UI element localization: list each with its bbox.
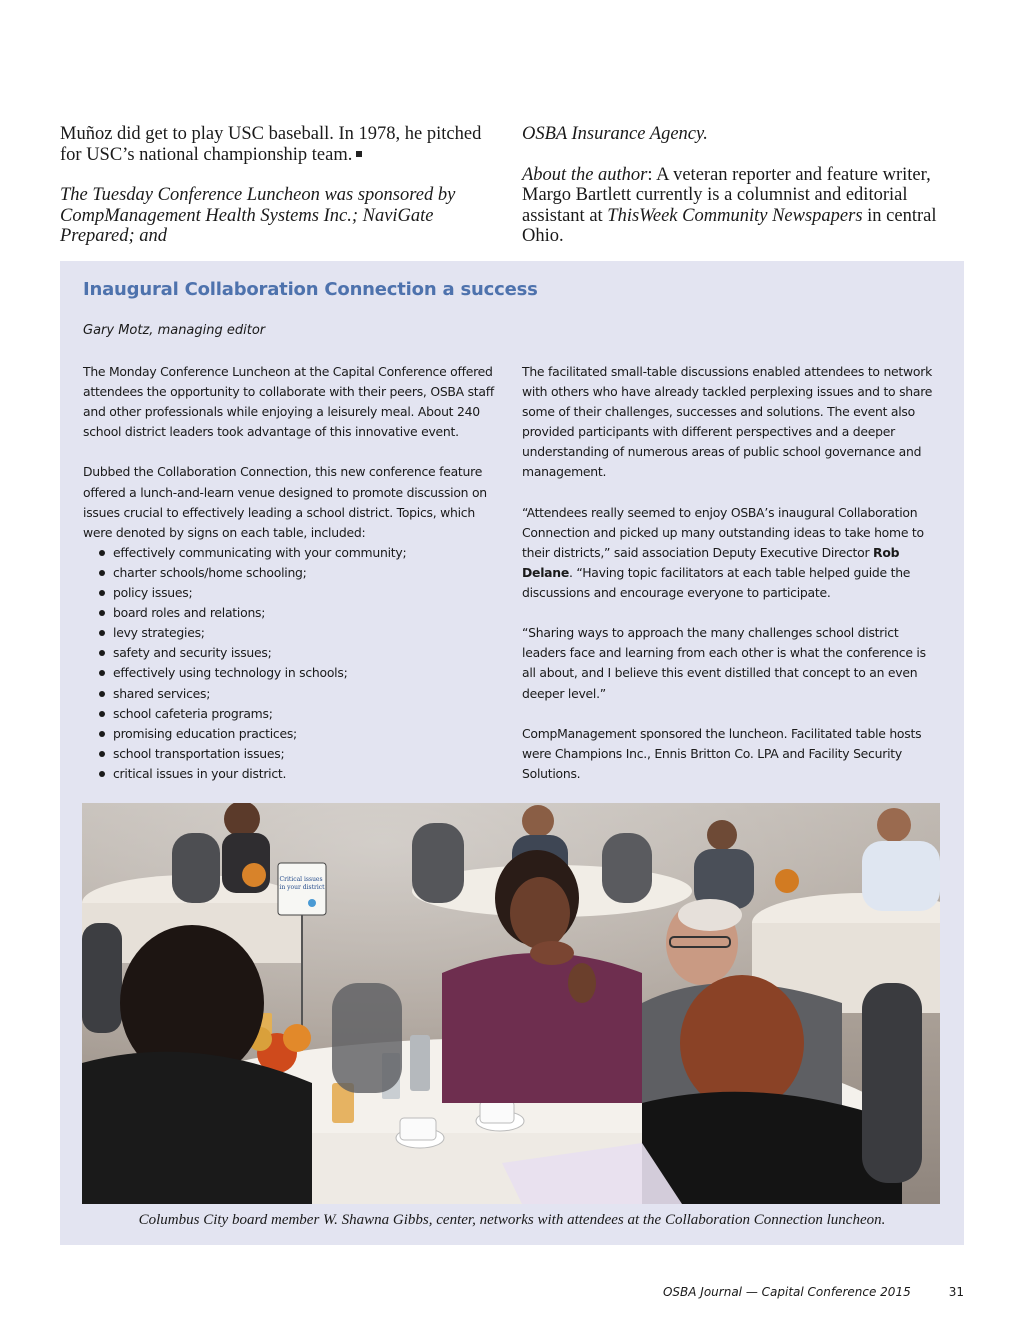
article-continuation-right (522, 124, 962, 267)
list-item: effectively communicating with your community; (99, 543, 503, 563)
page-footer (560, 1285, 964, 1299)
sponsor-note: The Tuesday Conference Luncheon was sponsored by CompManagement Health Systems Inc.; NaviGate Prepared; and (60, 185, 456, 246)
page-number: 31 (948, 1285, 964, 1299)
sidebar-left-column (83, 362, 503, 784)
sidebar-paragraph: The Monday Conference Luncheon at the Capital Conference offered attendees the opportunity to collaborate with their peers, OSBA staff and other professionals while enjoying a leisurely meal. About 240 school district leaders took advantage of this innovative event. (83, 364, 494, 440)
byline: Gary Motz, managing editor (83, 323, 266, 338)
luncheon-photo-illustration (82, 803, 940, 1204)
luncheon-photo (82, 803, 940, 1204)
end-of-story-icon (356, 151, 362, 157)
sidebar-quote: “Sharing ways to approach the many challenges school district leaders face and learning from each other is what the conference is all about, and I believe this event distilled that concept to an even deeper level.” (522, 625, 926, 701)
author-label: About the author (522, 164, 648, 185)
list-item: school transportation issues; (99, 744, 503, 764)
publication-footer: OSBA Journal — Capital Conference 2015 (662, 1285, 911, 1299)
sponsor-note-end: OSBA Insurance Agency. (522, 124, 708, 144)
sidebar-box (60, 261, 964, 1245)
sidebar-paragraph: CompManagement sponsored the luncheon. Facilitated table hosts were Champions Inc., Ennis Britton Co. LPA and Facility Security Solutions. (522, 725, 922, 781)
publication-name: ThisWeek Community Newspapers (607, 205, 863, 226)
topics-list (83, 543, 503, 784)
article-paragraph: Muñoz did get to play USC baseball. In 1978, he pitched for USC’s national championship team. (60, 124, 482, 165)
list-item: safety and security issues; (99, 643, 503, 663)
sidebar-title: Inaugural Collaboration Connection a success (83, 279, 538, 300)
person-name: Rob Delane (522, 544, 900, 580)
sidebar-right-column (522, 362, 942, 804)
list-item: critical issues in your district. (99, 764, 503, 784)
list-item: promising education practices; (99, 724, 503, 744)
about-the-author: About the author: A veteran reporter and feature writer, Margo Bartlett currently is a columnist and editorial assistant at ThisWeek Community Newspapers in central Ohio. (522, 164, 937, 246)
sidebar-paragraph: The facilitated small-table discussions enabled attendees to network with others who have already tackled perplexing issues and to share some of their challenges, successes and solutions. The event also provided participants with different perspectives and a deeper understanding of numerous areas of public school governance and management. (522, 364, 933, 480)
list-item: shared services; (99, 684, 503, 704)
sidebar-quote: “Attendees really seemed to enjoy OSBA’s inaugural Collaboration Connection and picked up many outstanding ideas to take home to their districts,” said association Deputy Executive Director Rob Delane. “Having topic facilitators at each table helped guide the discussions and encourage everyone to participate. (522, 504, 924, 601)
list-item: school cafeteria programs; (99, 704, 503, 724)
list-item: policy issues; (99, 583, 503, 603)
article-continuation-left (60, 124, 500, 267)
list-item: levy strategies; (99, 623, 503, 643)
list-item: board roles and relations; (99, 603, 503, 623)
list-item: charter schools/home schooling; (99, 563, 503, 583)
sidebar-paragraph: Dubbed the Collaboration Connection, this new conference feature offered a lunch-and-learn venue designed to promote discussion on issues crucial to effectively leading a school district. Topics, which were denoted by signs on each table, included: (83, 464, 487, 540)
table-sign-text: Critical issues in your district (279, 876, 325, 891)
photo-caption: Columbus City board member W. Shawna Gibbs, center, networks with attendees at the Collaboration Connection luncheon. (138, 1212, 886, 1228)
list-item: effectively using technology in schools; (99, 663, 503, 683)
